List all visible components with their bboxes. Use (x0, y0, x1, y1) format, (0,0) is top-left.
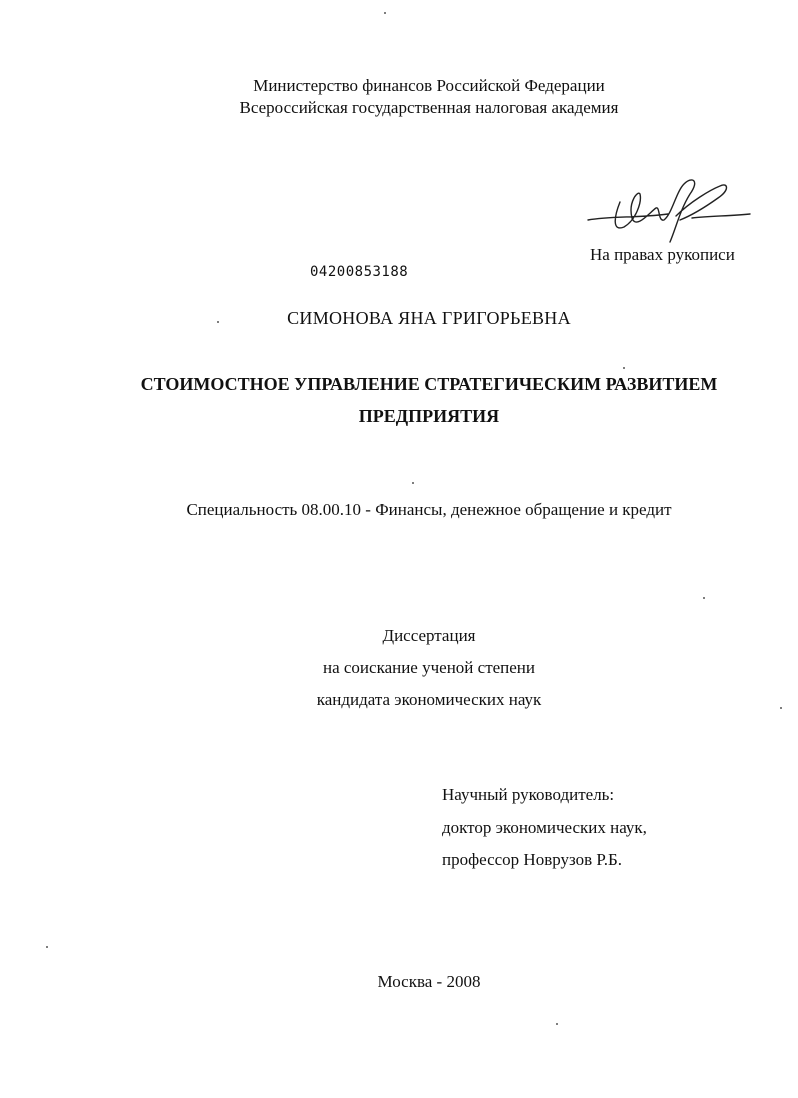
supervisor-label: Научный руководитель: (442, 785, 615, 804)
supervisor-degree: доктор экономических наук, (442, 818, 647, 837)
scan-speck (556, 1023, 558, 1025)
dissertation-label: Диссертация (382, 626, 476, 645)
supervisor-name: профессор Новрузов Р.Б. (442, 850, 622, 869)
degree-purpose-line: на соискание ученой степени (322, 658, 536, 677)
author-name: СИМОНОВА ЯНА ГРИГОРЬЕВНА (287, 308, 571, 328)
scan-speck (623, 367, 625, 369)
degree-name-line: кандидата экономических наук (316, 690, 542, 709)
scan-speck (217, 321, 219, 323)
dissertation-title-line-2: ПРЕДПРИЯТИЯ (358, 406, 500, 426)
specialty-line: Специальность 08.00.10 - Финансы, денежное обращение и кредит (186, 500, 672, 519)
handwritten-signature (580, 172, 760, 252)
ministry-name: Министерство финансов Российской Федерации (253, 76, 605, 95)
manuscript-rights-note: На правах рукописи (590, 245, 735, 264)
scan-speck (412, 482, 414, 484)
scan-speck (384, 12, 386, 14)
scan-speck (780, 707, 782, 709)
city-year: Москва - 2008 (377, 972, 481, 991)
dissertation-title-line-1: СТОИМОСТНОЕ УПРАВЛЕНИЕ СТРАТЕГИЧЕСКИМ РАЗВИТИЕМ (140, 374, 718, 394)
scan-speck (703, 597, 705, 599)
academy-name: Всероссийская государственная налоговая академия (239, 98, 619, 117)
scan-speck (46, 946, 48, 948)
document-number: 04200853188 (310, 264, 409, 280)
